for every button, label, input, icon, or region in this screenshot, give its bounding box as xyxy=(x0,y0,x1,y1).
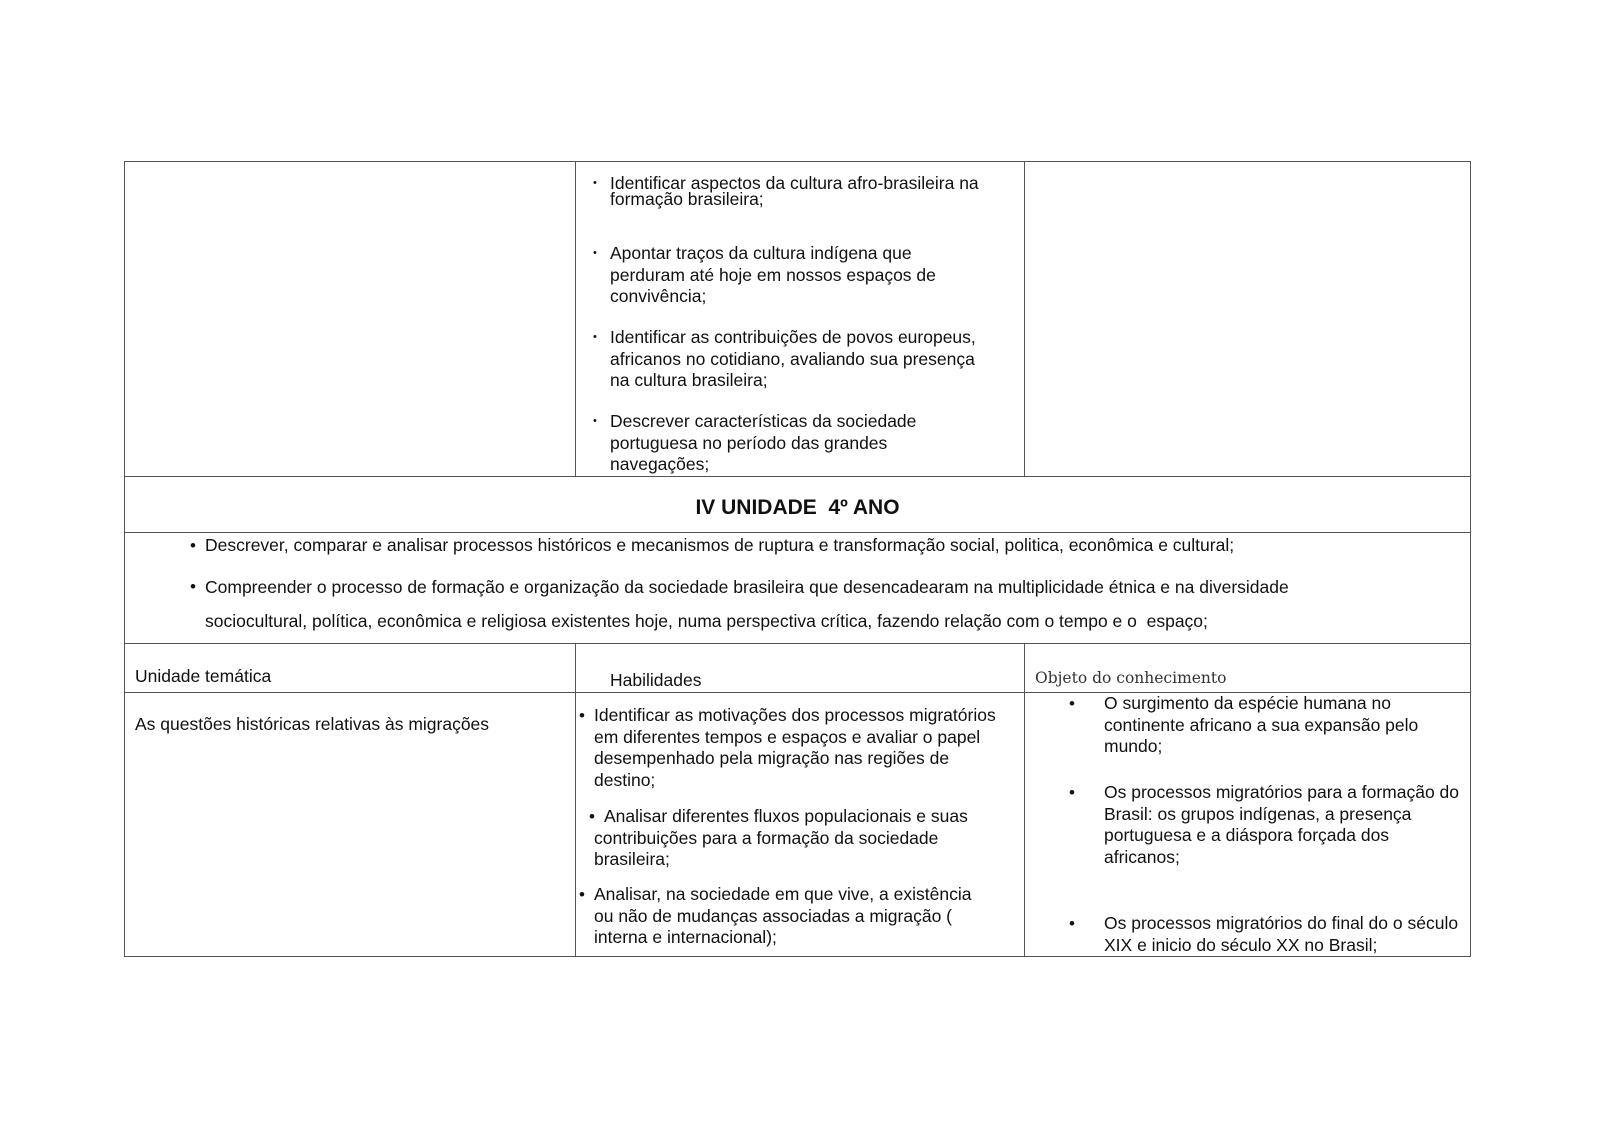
column-divider xyxy=(1024,643,1025,957)
object-item: • O surgimento da espécie humana no continente africano a sua expansão pelo mundo; xyxy=(1069,693,1419,756)
objective-item: • Compreender o processo de formação e organização da sociedade brasileira que desencadearam na multiplicidade étnica e na diversidade sociocultural, política, econômica e religiosa existentes hoje, numa perspectiva crítica, fazendo relação com o tempo e o espaço; xyxy=(205,570,1395,638)
object-item: • Os processos migratórios para a formação do Brasil: os grupos indígenas, a presença portuguesa e a diáspora forçada dos africanos; xyxy=(1069,782,1460,867)
column-divider xyxy=(575,161,576,476)
skill-item: • Analisar, na sociedade em que vive, a existência ou não de mudanças associadas a migração ( interna e internacional); xyxy=(594,884,994,949)
table-divider xyxy=(124,476,1471,477)
column-divider xyxy=(575,643,576,957)
header-habilidades: Habilidades xyxy=(610,670,702,690)
object-item: • Os processos migratórios do final do o século XIX e inicio do século XX no Brasil; xyxy=(1069,913,1459,955)
table-divider xyxy=(124,643,1471,644)
unit-heading: IV UNIDADE 4º ANO xyxy=(695,496,900,519)
header-unidade-tematica: Unidade temática xyxy=(135,666,272,686)
object-text: O surgimento da espécie humana no continente africano a sua expansão pelo mundo; xyxy=(1104,693,1419,756)
column-divider xyxy=(1024,161,1025,476)
object-text: Os processos migratórios do final do o século XIX e inicio do século XX no Brasil; xyxy=(1104,913,1459,955)
skill-item: • Identificar as contribuições de povos europeus, africanos no cotidiano, avaliando sua presença na cultura brasileira; xyxy=(610,327,990,392)
skill-item: • Analisar diferentes fluxos populacionais e suas contribuições para a formação da sociedade brasileira; xyxy=(594,806,974,871)
skill-item: • Identificar as motivações dos processos migratórios em diferentes tempos e espaços e avaliar o papel desempenhado pela migração nas regiões de destino; xyxy=(594,705,1004,791)
skill-item: • Apontar traços da cultura indígena que perduram até hoje em nossos espaços de convivência; xyxy=(610,243,990,308)
skill-item: • Identificar aspectos da cultura afro-brasileira na formação brasileira; xyxy=(610,175,1020,207)
object-text: Os processos migratórios para a formação do Brasil: os grupos indígenas, a presença portuguesa e a diáspora forçada dos africanos; xyxy=(1104,782,1460,867)
skill-item: • Descrever características da sociedade portuguesa no período das grandes navegações; xyxy=(610,411,960,476)
table-divider xyxy=(124,532,1471,533)
theme-cell: As questões históricas relativas às migrações xyxy=(135,714,490,734)
objective-item: • Descrever, comparar e analisar processos históricos e mecanismos de ruptura e transformação social, politica, econômica e cultural; xyxy=(205,535,1455,557)
header-objeto-conhecimento: Objeto do conhecimento xyxy=(1035,669,1227,687)
